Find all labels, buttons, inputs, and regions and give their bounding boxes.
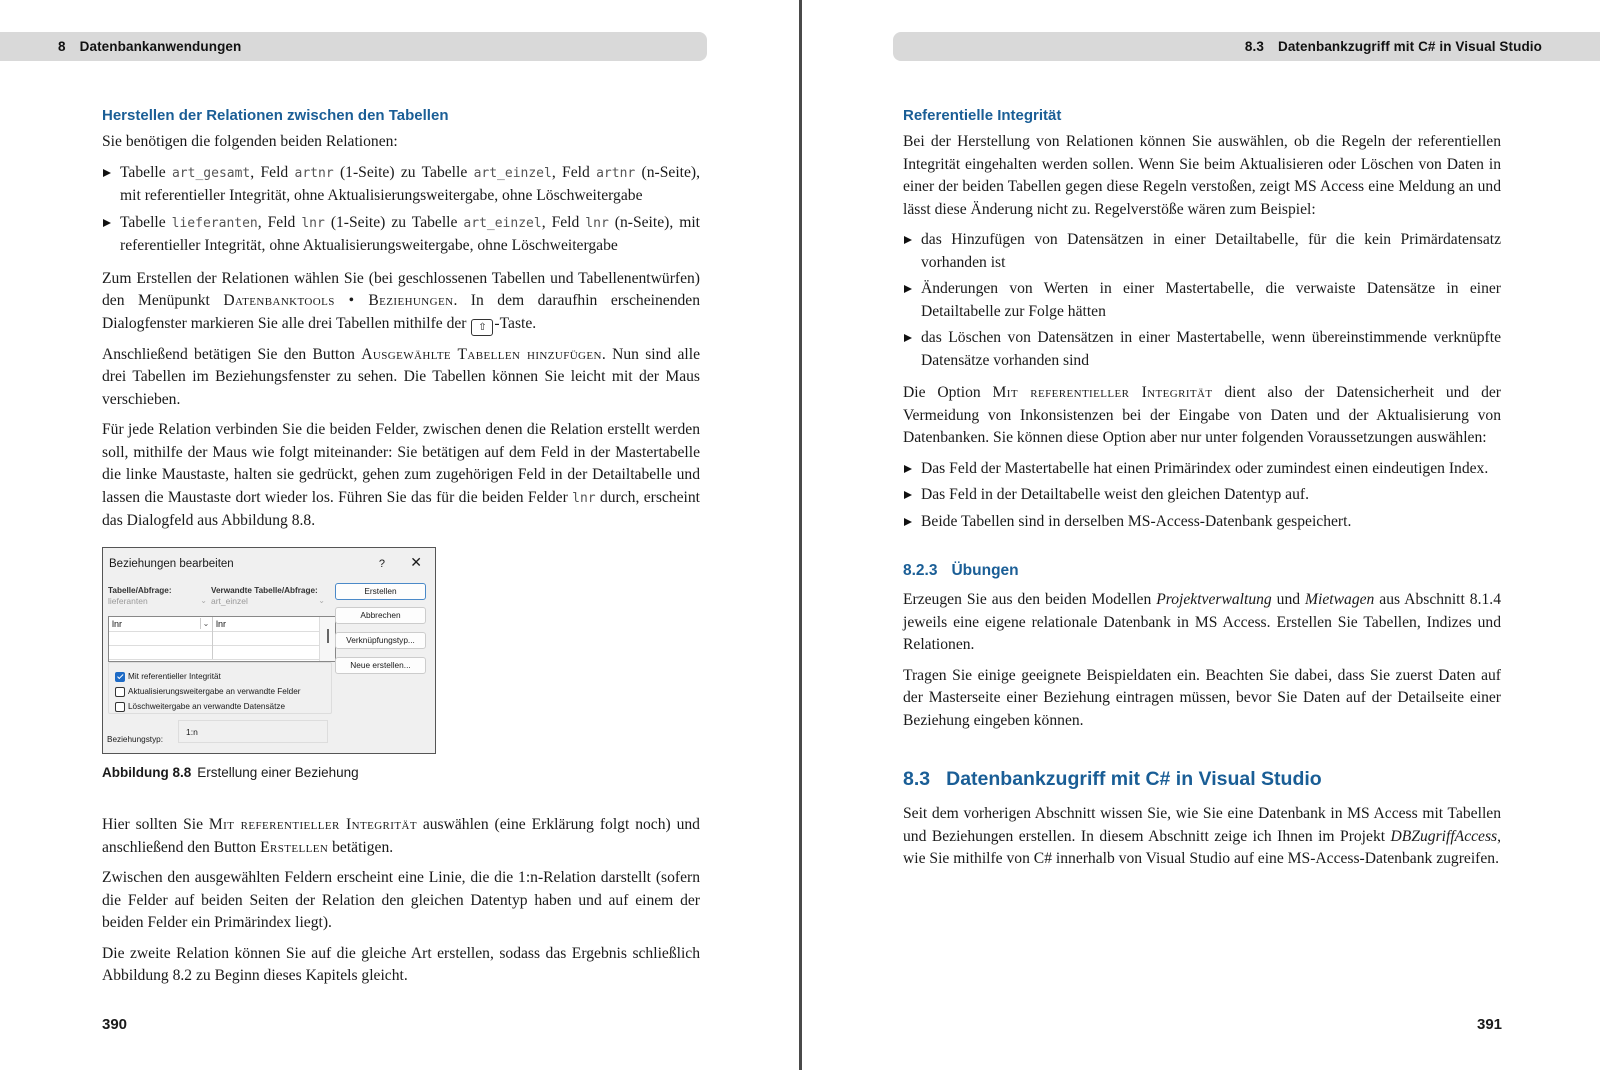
- page-number-right: 391: [1477, 1016, 1503, 1033]
- shift-key-icon: ⇧: [471, 319, 493, 336]
- list-item: Tabelle lieferanten, Feld lnr (1-Seite) zu Tabelle art_einzel, Feld lnr (n-Seite), mit referentieller Integrität, ohne Aktualisierungsweitergabe, ohne Löschweitergabe: [102, 212, 700, 258]
- book-spine: [799, 0, 802, 1070]
- chevron-down-icon[interactable]: ⌄: [200, 618, 211, 629]
- subheading-relations: Herstellen der Relationen zwischen den Tabellen: [102, 107, 449, 124]
- button-reference: Ausgewählte Tabellen hinzufügen: [361, 345, 602, 363]
- grid-row[interactable]: lnr ⌄ lnr: [109, 617, 319, 632]
- options-group: [108, 662, 332, 714]
- running-header-left: [0, 32, 707, 61]
- chevron-down-icon: ⌄: [200, 595, 207, 605]
- cascade-delete-checkbox[interactable]: Löschweitergabe an verwandte Datensätze: [115, 696, 285, 719]
- edit-relationships-dialog: [102, 547, 436, 754]
- menu-path: Datenbanktools • Beziehungen: [223, 292, 454, 309]
- intro-paragraph: Sie benötigen die folgenden beiden Relationen:: [102, 133, 398, 150]
- create-button[interactable]: Erstellen: [335, 583, 426, 600]
- close-icon[interactable]: ✕: [410, 553, 422, 570]
- list-item: das Löschen von Datensätzen in einer Mastertabelle, wenn übereinstimmende verknüpfte Datensätze vorhanden sind: [903, 327, 1501, 372]
- paragraph: Seit dem vorherigen Abschnitt wissen Sie, wie Sie eine Datenbank in MS Access mit Tabellen und Beziehungen erstellen. In diesem Abschnitt zeige ich Ihnen im Projekt DBZugriffAccess, wie Sie mithilfe von C# innerhalb von Visual Studio auf eine MS-Access-Datenbank zugreifen.: [903, 805, 1501, 867]
- chevron-down-icon: ⌄: [318, 595, 325, 605]
- paragraph: Für jede Relation verbinden Sie die beiden Felder, zwischen denen die Relation erstellt werden soll, mithilfe der Maus wie folgt miteinander: Sie betätigen auf dem Feld in der Mastertabelle die linke Maustaste, halten sie gedrückt, gehen zum zugehörigen Feld in der Detailtabelle und lassen die Maustaste dort wieder los. Führen Sie das für die beiden Felder lnr durch, erscheint das Dialogfeld aus Abbildung 8.8.: [102, 421, 700, 529]
- violations-list: [903, 229, 1501, 372]
- checkbox-icon: [115, 702, 125, 712]
- section-heading-83: 8.3 Datenbankzugriff mit C# in Visual Studio: [903, 768, 1322, 790]
- paragraph: Tragen Sie einige geeignete Beispieldaten ein. Beachten Sie dabei, dass Sie zuerst Daten auf der Masterseite einer Beziehung eintragen müssen, bevor Sie Daten auf der Detailseite einer Beziehung eingeben können.: [903, 666, 1501, 729]
- table-select[interactable]: lieferanten ⌄: [108, 595, 207, 606]
- referential-integrity-checkbox[interactable]: Mit referentieller Integrität: [115, 666, 221, 689]
- grid-row[interactable]: [109, 645, 319, 660]
- relationship-type-label: Beziehungstyp:: [107, 734, 163, 744]
- list-item: Das Feld der Mastertabelle hat einen Primärindex oder zumindest einen eindeutigen Index.: [903, 458, 1501, 481]
- section-heading-823: 8.2.3 Übungen: [903, 562, 1019, 579]
- table-label: Tabelle/Abfrage:: [108, 585, 172, 595]
- list-item: Tabelle art_gesamt, Feld artnr (1-Seite) zu Tabelle art_einzel, Feld artnr (n-Seite), mit referentieller Integrität, ohne Aktualisierungsweitergabe, ohne Löschweitergabe: [102, 162, 700, 208]
- paragraph: Zwischen den ausgewählten Feldern erscheint eine Linie, die die 1:n-Relation darstellt (sofern die Felder auf beiden Seiten der Relation den gleichen Datentyp haben und auf einem der beiden Felder ein Primärindex liegt).: [102, 869, 700, 931]
- related-table-select[interactable]: art_einzel ⌄: [211, 595, 325, 606]
- relationship-type-value: 1:n: [178, 720, 328, 743]
- cascade-update-checkbox[interactable]: Aktualisierungsweitergabe an verwandte Felder: [115, 681, 301, 704]
- paragraph: Die Option Mit referentieller Integrität dient also der Datensicherheit und der Vermeidung von Inkonsistenzen bei der Eingabe von Daten und der Aktualisierung von Datenbanken. Sie können diese Option aber nur unter folgenden Voraussetzungen auswählen:: [903, 384, 1501, 446]
- list-item: Das Feld in der Detailtabelle weist den gleichen Datentyp auf.: [903, 484, 1501, 507]
- relations-list: [102, 162, 700, 258]
- paragraph: Zum Erstellen der Relationen wählen Sie (bei geschlossenen Tabellen und Tabellenentwürfen) den Menüpunkt Datenbanktools • Beziehungen. In dem daraufhin erscheinenden Dialogfenster markieren Sie alle drei Tabellen mithilfe der ⇧ -Taste.: [102, 268, 700, 336]
- header-chapter-number: 8: [58, 39, 66, 54]
- figure-caption: Abbildung 8.8 Erstellung einer Beziehung: [102, 764, 359, 780]
- left-page: [102, 105, 700, 996]
- paragraph: Hier sollten Sie Mit referentieller Integrität auswählen (eine Erklärung folgt noch) und anschließend den Button Erstellen betätigen.: [102, 816, 700, 856]
- header-section-number: 8.3: [1244, 39, 1264, 54]
- related-table-label: Verwandte Tabelle/Abfrage:: [211, 585, 318, 595]
- paragraph: Die zweite Relation können Sie auf die gleiche Art erstellen, sodass das Ergebnis schließlich Abbildung 8.2 zu Beginn dieses Kapitels gleicht.: [102, 944, 700, 984]
- right-page: [903, 105, 1501, 879]
- running-header-right: [893, 32, 1600, 61]
- join-type-button[interactable]: Verknüpfungstyp...: [335, 632, 426, 649]
- dialog-title: Beziehungen bearbeiten: [109, 557, 234, 570]
- field-mapping-grid[interactable]: [108, 616, 336, 662]
- create-new-button[interactable]: Neue erstellen...: [335, 657, 426, 674]
- list-item: Änderungen von Werten in einer Mastertabelle, die verwaiste Datensätze in einer Detailtabelle zur Folge hätten: [903, 278, 1501, 323]
- grid-row[interactable]: [109, 631, 319, 646]
- header-chapter-title: Datenbankanwendungen: [79, 39, 242, 54]
- paragraph: Anschließend betätigen Sie den Button Ausgewählte Tabellen hinzufügen. Nun sind alle drei Tabellen im Beziehungsfenster zu sehen. Die Tabellen können Sie leicht mit der Maus verschieben.: [102, 345, 701, 408]
- paragraph: Erzeugen Sie aus den beiden Modellen Projektverwaltung und Mietwagen aus Abschnitt 8.1.4 jeweils eine eigene relationale Datenbank in MS Access. Erstellen Sie Tabellen, Indizes und Relationen.: [903, 591, 1501, 653]
- list-item: das Hinzufügen von Datensätzen in einer Detailtabelle, für die kein Primärdatensatz vorhanden ist: [903, 229, 1501, 274]
- header-section-title: Datenbankzugriff mit C# in Visual Studio: [1277, 39, 1542, 54]
- help-icon[interactable]: ?: [378, 557, 385, 570]
- page-number-left: 390: [102, 1016, 128, 1033]
- list-item: Beide Tabellen sind in derselben MS-Access-Datenbank gespeichert.: [903, 511, 1501, 534]
- grid-scrollbar[interactable]: [319, 617, 335, 661]
- cancel-button[interactable]: Abbrechen: [335, 607, 426, 624]
- prerequisites-list: [903, 458, 1501, 534]
- subheading-referential-integrity: Referentielle Integrität: [903, 107, 1062, 124]
- paragraph: Bei der Herstellung von Relationen können Sie auswählen, ob die Regeln der referentiellen Integrität eingehalten werden sollen. Wenn Sie beim Aktualisieren oder Löschen von Daten in einer der beiden Tabellen gegen diese Regeln verstoßen, zeigt MS Access eine Meldung an und lässt diese Änderung nicht zu. Regelverstöße wären zum Beispiel:: [903, 133, 1501, 218]
